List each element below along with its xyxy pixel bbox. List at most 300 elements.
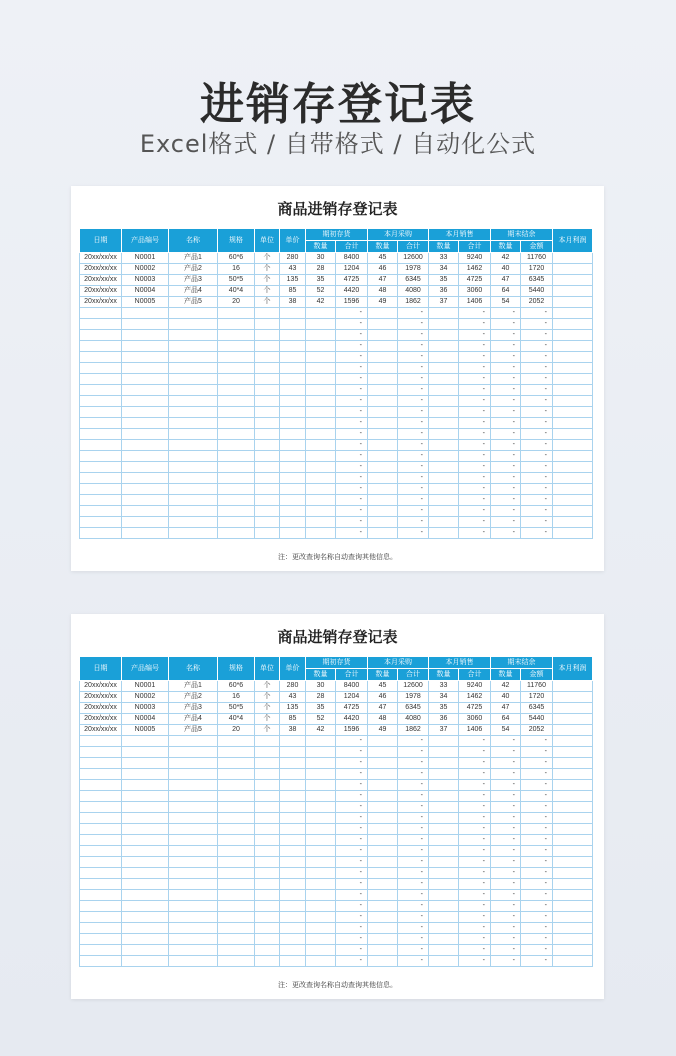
table-cell[interactable]: [553, 868, 593, 879]
table-cell[interactable]: [255, 330, 280, 341]
table-cell[interactable]: [80, 868, 122, 879]
table-cell[interactable]: [169, 758, 218, 769]
table-cell[interactable]: 20xx/xx/xx: [80, 692, 122, 703]
table-cell[interactable]: [218, 901, 255, 912]
table-cell[interactable]: [122, 868, 169, 879]
table-cell[interactable]: [429, 890, 459, 901]
table-cell[interactable]: [280, 528, 306, 539]
table-cell[interactable]: [553, 374, 593, 385]
table-cell[interactable]: N0003: [122, 703, 169, 714]
table-cell[interactable]: [218, 341, 255, 352]
table-cell[interactable]: [169, 418, 218, 429]
table-cell[interactable]: -: [336, 528, 368, 539]
table-cell[interactable]: [255, 835, 280, 846]
table-cell[interactable]: 47: [491, 703, 521, 714]
table-cell[interactable]: [122, 934, 169, 945]
table-cell[interactable]: [218, 857, 255, 868]
table-cell[interactable]: [218, 758, 255, 769]
table-cell[interactable]: -: [521, 890, 553, 901]
table-cell[interactable]: [553, 429, 593, 440]
table-cell[interactable]: [553, 341, 593, 352]
table-cell[interactable]: 1978: [398, 264, 429, 275]
table-cell[interactable]: -: [459, 396, 491, 407]
table-cell[interactable]: [368, 363, 398, 374]
table-cell[interactable]: 42: [306, 297, 336, 308]
table-cell[interactable]: -: [521, 923, 553, 934]
table-cell[interactable]: 4080: [398, 286, 429, 297]
table-cell[interactable]: [169, 802, 218, 813]
table-cell[interactable]: 20xx/xx/xx: [80, 275, 122, 286]
table-cell[interactable]: -: [459, 330, 491, 341]
table-cell[interactable]: [280, 802, 306, 813]
table-cell[interactable]: [429, 945, 459, 956]
table-cell[interactable]: -: [521, 934, 553, 945]
table-cell[interactable]: [218, 330, 255, 341]
table-cell[interactable]: N0005: [122, 725, 169, 736]
table-cell[interactable]: [553, 407, 593, 418]
table-cell[interactable]: -: [521, 396, 553, 407]
table-cell[interactable]: [169, 517, 218, 528]
table-cell[interactable]: [368, 901, 398, 912]
table-cell[interactable]: [80, 396, 122, 407]
table-cell[interactable]: [122, 813, 169, 824]
table-cell[interactable]: -: [491, 451, 521, 462]
table-cell[interactable]: 60*6: [218, 681, 255, 692]
table-cell[interactable]: 2052: [521, 297, 553, 308]
table-cell[interactable]: -: [491, 846, 521, 857]
table-cell[interactable]: 135: [280, 275, 306, 286]
table-cell[interactable]: 20: [218, 725, 255, 736]
table-cell[interactable]: [169, 407, 218, 418]
table-cell[interactable]: [80, 890, 122, 901]
table-cell[interactable]: [122, 462, 169, 473]
table-cell[interactable]: [306, 517, 336, 528]
table-cell[interactable]: 1462: [459, 692, 491, 703]
table-cell[interactable]: -: [491, 802, 521, 813]
table-cell[interactable]: [306, 802, 336, 813]
table-cell[interactable]: 4725: [459, 275, 491, 286]
table-cell[interactable]: -: [459, 451, 491, 462]
table-cell[interactable]: [122, 901, 169, 912]
table-cell[interactable]: [218, 736, 255, 747]
table-cell[interactable]: -: [459, 769, 491, 780]
table-cell[interactable]: [429, 352, 459, 363]
table-cell[interactable]: -: [459, 835, 491, 846]
table-cell[interactable]: 38: [280, 297, 306, 308]
table-cell[interactable]: [429, 846, 459, 857]
table-cell[interactable]: -: [459, 846, 491, 857]
table-cell[interactable]: [306, 352, 336, 363]
table-cell[interactable]: [368, 462, 398, 473]
table-cell[interactable]: 3060: [459, 714, 491, 725]
table-cell[interactable]: [255, 341, 280, 352]
table-cell[interactable]: [306, 308, 336, 319]
table-cell[interactable]: -: [521, 791, 553, 802]
table-cell[interactable]: -: [521, 341, 553, 352]
table-cell[interactable]: [255, 385, 280, 396]
table-cell[interactable]: [553, 703, 593, 714]
table-cell[interactable]: [553, 440, 593, 451]
table-cell[interactable]: [553, 780, 593, 791]
table-cell[interactable]: 个: [255, 264, 280, 275]
table-cell[interactable]: -: [398, 945, 429, 956]
table-cell[interactable]: [80, 374, 122, 385]
table-cell[interactable]: -: [459, 857, 491, 868]
table-cell[interactable]: -: [491, 418, 521, 429]
table-cell[interactable]: 52: [306, 714, 336, 725]
table-cell[interactable]: -: [459, 418, 491, 429]
table-cell[interactable]: -: [459, 736, 491, 747]
table-cell[interactable]: -: [459, 824, 491, 835]
table-cell[interactable]: -: [398, 528, 429, 539]
table-cell[interactable]: -: [459, 780, 491, 791]
table-cell[interactable]: [429, 824, 459, 835]
table-cell[interactable]: -: [521, 473, 553, 484]
table-cell[interactable]: 52: [306, 286, 336, 297]
table-cell[interactable]: -: [521, 506, 553, 517]
table-cell[interactable]: -: [491, 758, 521, 769]
table-cell[interactable]: -: [336, 747, 368, 758]
table-cell[interactable]: -: [459, 528, 491, 539]
table-cell[interactable]: -: [521, 385, 553, 396]
table-cell[interactable]: [169, 747, 218, 758]
table-cell[interactable]: [280, 330, 306, 341]
table-cell[interactable]: [429, 857, 459, 868]
table-cell[interactable]: [80, 802, 122, 813]
table-cell[interactable]: [169, 945, 218, 956]
table-cell[interactable]: [280, 824, 306, 835]
table-cell[interactable]: -: [398, 868, 429, 879]
table-cell[interactable]: [169, 813, 218, 824]
table-cell[interactable]: -: [336, 418, 368, 429]
table-cell[interactable]: [255, 451, 280, 462]
table-cell[interactable]: [80, 528, 122, 539]
table-cell[interactable]: 33: [429, 681, 459, 692]
table-cell[interactable]: N0001: [122, 681, 169, 692]
table-cell[interactable]: [122, 528, 169, 539]
table-cell[interactable]: 42: [491, 253, 521, 264]
table-cell[interactable]: [255, 769, 280, 780]
table-cell[interactable]: 40*4: [218, 714, 255, 725]
table-cell[interactable]: -: [398, 319, 429, 330]
table-cell[interactable]: [218, 352, 255, 363]
table-cell[interactable]: [429, 396, 459, 407]
table-cell[interactable]: [80, 736, 122, 747]
table-cell[interactable]: -: [521, 451, 553, 462]
table-cell[interactable]: -: [521, 901, 553, 912]
table-cell[interactable]: -: [398, 341, 429, 352]
table-cell[interactable]: [169, 956, 218, 967]
table-cell[interactable]: -: [521, 868, 553, 879]
table-cell[interactable]: [80, 956, 122, 967]
table-cell[interactable]: -: [491, 330, 521, 341]
table-cell[interactable]: [218, 868, 255, 879]
table-cell[interactable]: [429, 879, 459, 890]
table-cell[interactable]: [80, 879, 122, 890]
table-cell[interactable]: [122, 451, 169, 462]
table-cell[interactable]: -: [491, 956, 521, 967]
table-cell[interactable]: [218, 319, 255, 330]
table-cell[interactable]: 个: [255, 681, 280, 692]
table-cell[interactable]: 50*5: [218, 275, 255, 286]
table-cell[interactable]: [169, 780, 218, 791]
table-cell[interactable]: -: [459, 473, 491, 484]
table-cell[interactable]: -: [459, 495, 491, 506]
table-cell[interactable]: [306, 341, 336, 352]
table-cell[interactable]: [169, 341, 218, 352]
table-cell[interactable]: -: [521, 440, 553, 451]
table-cell[interactable]: [218, 802, 255, 813]
table-cell[interactable]: [368, 418, 398, 429]
table-cell[interactable]: [368, 528, 398, 539]
table-cell[interactable]: [80, 473, 122, 484]
table-cell[interactable]: 个: [255, 286, 280, 297]
table-cell[interactable]: [169, 824, 218, 835]
table-cell[interactable]: [122, 769, 169, 780]
table-cell[interactable]: -: [491, 407, 521, 418]
table-cell[interactable]: [280, 363, 306, 374]
table-cell[interactable]: -: [459, 385, 491, 396]
table-cell[interactable]: -: [459, 923, 491, 934]
table-cell[interactable]: [280, 341, 306, 352]
table-cell[interactable]: -: [521, 879, 553, 890]
table-cell[interactable]: -: [491, 363, 521, 374]
table-cell[interactable]: N0005: [122, 297, 169, 308]
table-cell[interactable]: [280, 780, 306, 791]
table-cell[interactable]: 43: [280, 692, 306, 703]
table-cell[interactable]: -: [521, 429, 553, 440]
table-cell[interactable]: -: [521, 407, 553, 418]
table-cell[interactable]: -: [336, 341, 368, 352]
table-cell[interactable]: [306, 835, 336, 846]
table-cell[interactable]: -: [491, 890, 521, 901]
table-cell[interactable]: [122, 912, 169, 923]
table-cell[interactable]: [218, 407, 255, 418]
table-cell[interactable]: [306, 495, 336, 506]
table-cell[interactable]: 40*4: [218, 286, 255, 297]
table-cell[interactable]: [280, 945, 306, 956]
table-cell[interactable]: [306, 385, 336, 396]
table-cell[interactable]: 85: [280, 714, 306, 725]
table-cell[interactable]: -: [398, 912, 429, 923]
table-cell[interactable]: [306, 319, 336, 330]
table-cell[interactable]: -: [398, 747, 429, 758]
table-cell[interactable]: -: [491, 934, 521, 945]
table-cell[interactable]: 1462: [459, 264, 491, 275]
table-cell[interactable]: [80, 934, 122, 945]
table-cell[interactable]: [553, 769, 593, 780]
table-cell[interactable]: 60*6: [218, 253, 255, 264]
table-cell[interactable]: [306, 736, 336, 747]
table-cell[interactable]: 20xx/xx/xx: [80, 703, 122, 714]
table-cell[interactable]: [429, 418, 459, 429]
table-cell[interactable]: [553, 462, 593, 473]
table-cell[interactable]: -: [336, 484, 368, 495]
table-cell[interactable]: [368, 517, 398, 528]
table-cell[interactable]: 1720: [521, 264, 553, 275]
table-cell[interactable]: [255, 791, 280, 802]
table-cell[interactable]: [280, 758, 306, 769]
table-cell[interactable]: [169, 506, 218, 517]
table-cell[interactable]: [306, 868, 336, 879]
table-cell[interactable]: 6345: [521, 275, 553, 286]
table-cell[interactable]: 12600: [398, 253, 429, 264]
table-cell[interactable]: -: [521, 813, 553, 824]
table-cell[interactable]: [122, 791, 169, 802]
table-cell[interactable]: -: [491, 319, 521, 330]
table-cell[interactable]: -: [336, 319, 368, 330]
table-cell[interactable]: [218, 956, 255, 967]
table-cell[interactable]: [255, 846, 280, 857]
table-cell[interactable]: [306, 451, 336, 462]
table-cell[interactable]: -: [336, 912, 368, 923]
table-cell[interactable]: N0002: [122, 264, 169, 275]
table-cell[interactable]: [368, 813, 398, 824]
table-cell[interactable]: [429, 791, 459, 802]
table-cell[interactable]: [122, 385, 169, 396]
table-cell[interactable]: -: [521, 495, 553, 506]
table-cell[interactable]: [80, 418, 122, 429]
table-cell[interactable]: [368, 330, 398, 341]
table-cell[interactable]: -: [459, 308, 491, 319]
table-cell[interactable]: [169, 835, 218, 846]
table-cell[interactable]: [169, 330, 218, 341]
table-cell[interactable]: [169, 319, 218, 330]
table-cell[interactable]: [553, 352, 593, 363]
table-cell[interactable]: [122, 857, 169, 868]
table-cell[interactable]: -: [336, 956, 368, 967]
table-cell[interactable]: 30: [306, 253, 336, 264]
table-cell[interactable]: 4725: [459, 703, 491, 714]
table-cell[interactable]: [122, 319, 169, 330]
table-cell[interactable]: [122, 517, 169, 528]
table-cell[interactable]: [306, 879, 336, 890]
table-cell[interactable]: [169, 879, 218, 890]
table-cell[interactable]: 1596: [336, 297, 368, 308]
table-cell[interactable]: -: [491, 813, 521, 824]
table-cell[interactable]: [429, 462, 459, 473]
table-cell[interactable]: -: [459, 341, 491, 352]
table-cell[interactable]: [169, 736, 218, 747]
table-cell[interactable]: [169, 857, 218, 868]
table-cell[interactable]: [368, 934, 398, 945]
table-cell[interactable]: 35: [429, 275, 459, 286]
table-cell[interactable]: [218, 517, 255, 528]
table-cell[interactable]: [553, 912, 593, 923]
table-cell[interactable]: 11760: [521, 681, 553, 692]
table-cell[interactable]: [218, 528, 255, 539]
table-cell[interactable]: [368, 495, 398, 506]
table-cell[interactable]: [553, 495, 593, 506]
table-cell[interactable]: [306, 758, 336, 769]
table-cell[interactable]: 产品1: [169, 253, 218, 264]
table-cell[interactable]: [306, 780, 336, 791]
table-cell[interactable]: [122, 846, 169, 857]
table-cell[interactable]: [553, 879, 593, 890]
table-cell[interactable]: -: [459, 802, 491, 813]
table-cell[interactable]: -: [336, 473, 368, 484]
table-cell[interactable]: 20: [218, 297, 255, 308]
table-cell[interactable]: [255, 495, 280, 506]
table-cell[interactable]: 36: [429, 714, 459, 725]
table-cell[interactable]: -: [521, 308, 553, 319]
table-cell[interactable]: 35: [306, 703, 336, 714]
table-cell[interactable]: [306, 440, 336, 451]
table-cell[interactable]: [169, 528, 218, 539]
table-cell[interactable]: [553, 747, 593, 758]
table-cell[interactable]: -: [336, 923, 368, 934]
table-cell[interactable]: [80, 747, 122, 758]
table-cell[interactable]: -: [459, 791, 491, 802]
table-cell[interactable]: -: [336, 429, 368, 440]
table-cell[interactable]: [80, 846, 122, 857]
table-cell[interactable]: [429, 506, 459, 517]
table-cell[interactable]: -: [398, 934, 429, 945]
table-cell[interactable]: -: [491, 824, 521, 835]
table-cell[interactable]: 20xx/xx/xx: [80, 681, 122, 692]
table-cell[interactable]: [169, 846, 218, 857]
table-cell[interactable]: [169, 791, 218, 802]
table-cell[interactable]: [80, 758, 122, 769]
table-cell[interactable]: 42: [491, 681, 521, 692]
table-cell[interactable]: [122, 374, 169, 385]
table-cell[interactable]: 28: [306, 692, 336, 703]
table-cell[interactable]: 37: [429, 297, 459, 308]
table-cell[interactable]: [80, 440, 122, 451]
table-cell[interactable]: 16: [218, 692, 255, 703]
table-cell[interactable]: 36: [429, 286, 459, 297]
table-cell[interactable]: [255, 780, 280, 791]
table-cell[interactable]: [553, 286, 593, 297]
table-cell[interactable]: -: [398, 780, 429, 791]
table-cell[interactable]: 1862: [398, 297, 429, 308]
table-cell[interactable]: [306, 484, 336, 495]
table-cell[interactable]: 43: [280, 264, 306, 275]
table-cell[interactable]: [368, 319, 398, 330]
table-cell[interactable]: [169, 473, 218, 484]
table-cell[interactable]: [255, 901, 280, 912]
table-cell[interactable]: [255, 308, 280, 319]
table-cell[interactable]: -: [521, 363, 553, 374]
table-cell[interactable]: -: [491, 473, 521, 484]
table-cell[interactable]: -: [336, 363, 368, 374]
table-cell[interactable]: -: [491, 780, 521, 791]
table-cell[interactable]: -: [491, 517, 521, 528]
table-cell[interactable]: [255, 813, 280, 824]
table-cell[interactable]: [553, 506, 593, 517]
table-cell[interactable]: [368, 868, 398, 879]
table-cell[interactable]: N0002: [122, 692, 169, 703]
table-cell[interactable]: [429, 451, 459, 462]
table-cell[interactable]: -: [491, 495, 521, 506]
table-cell[interactable]: -: [491, 429, 521, 440]
table-cell[interactable]: 8400: [336, 681, 368, 692]
table-cell[interactable]: [169, 396, 218, 407]
table-cell[interactable]: 85: [280, 286, 306, 297]
table-cell[interactable]: 40: [491, 264, 521, 275]
table-cell[interactable]: [368, 308, 398, 319]
table-cell[interactable]: [218, 890, 255, 901]
table-cell[interactable]: [80, 813, 122, 824]
table-cell[interactable]: [280, 747, 306, 758]
table-cell[interactable]: [218, 835, 255, 846]
table-cell[interactable]: [429, 495, 459, 506]
table-cell[interactable]: [280, 736, 306, 747]
table-cell[interactable]: [280, 934, 306, 945]
table-cell[interactable]: [218, 429, 255, 440]
table-cell[interactable]: -: [336, 824, 368, 835]
table-cell[interactable]: [368, 385, 398, 396]
